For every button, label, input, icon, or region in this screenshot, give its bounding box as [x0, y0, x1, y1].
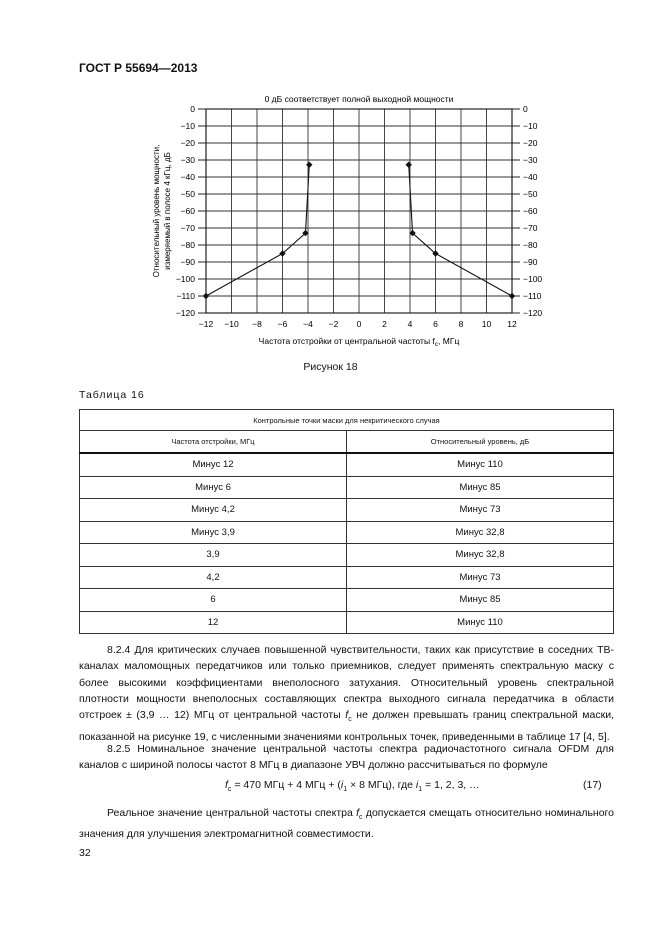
spectrum-mask-chart [0, 0, 661, 360]
y-tick-label-right: −50 [523, 189, 538, 199]
y-tick-label-right: −40 [523, 172, 538, 182]
x-tick-label: 2 [382, 319, 387, 329]
table-cell: Минус 73 [347, 566, 614, 589]
table-row [80, 611, 614, 634]
series-line-right [409, 165, 512, 296]
left-y-tick-labels [176, 104, 206, 318]
table-cell: 3,9 [80, 544, 347, 567]
data-point [509, 293, 515, 299]
y-tick-label-left: −60 [180, 206, 195, 216]
x-tick-label: 10 [481, 319, 492, 329]
y-tick-label-right: −110 [523, 291, 542, 301]
data-point [203, 293, 209, 299]
figure-caption: Рисунок 18 [303, 361, 358, 373]
table-cell: 12 [80, 611, 347, 634]
y-tick-label-left: −40 [180, 172, 195, 182]
x-tick-label: 8 [458, 319, 464, 329]
formula-number: (17) [583, 779, 602, 791]
table-cell: Минус 6 [80, 476, 347, 499]
table-cell: Минус 12 [80, 453, 347, 476]
y-tick-label-right: −80 [523, 240, 538, 250]
table-cell: Минус 3,9 [80, 521, 347, 544]
x-tick-label: 0 [356, 319, 362, 329]
formula-expression: $f_c = 470$ МГц + 4 МГц + ($i_1 \times 8$ МГц), где $i_1 = 1$, 2, 3, … [225, 779, 480, 794]
y-tick-label-left: −120 [175, 308, 195, 318]
table-row [80, 521, 614, 544]
x-tick-label: −2 [328, 319, 339, 329]
table-cell: Минус 85 [347, 589, 614, 612]
table-cell: 6 [80, 589, 347, 612]
right-y-tick-labels [512, 104, 542, 318]
table-cell: Минус 73 [347, 499, 614, 522]
table-row [80, 544, 614, 567]
y-tick-label-right: −70 [523, 223, 538, 233]
x-tick-labels [199, 319, 517, 329]
series-line-left [206, 165, 309, 296]
y-axis-label [152, 145, 172, 278]
table-cell: Минус 32,8 [347, 521, 614, 544]
table-row [80, 589, 614, 612]
x-tick-label: −6 [277, 319, 288, 329]
y-tick-label-right: −90 [523, 257, 538, 267]
paragraph-8-2-4: 8.2.4 Для критических случаев повышенной чувствительности, таких как присутствие в соседних ТВ-каналах маломощных передатчиков или только приемников, следует применять спектральную маску с более высокими коэффициентами внеполосного затухания. Относительный уровень спектральной плотности мощности внеполосных составляющих спектра выходного сигнала передатчика в области отстроек ± (3,9 … 12) МГц от центральной частоты $f_c$ не должен превышать границ спектральной маски, показанной на рисунке 19, с численными значениями контрольных точек, приведенными в таблице 17 [4, 5]. [79, 644, 614, 743]
table-cell: Минус 32,8 [347, 544, 614, 567]
y-tick-label-left: −70 [180, 223, 195, 233]
table-caption: Контрольные точки маски для некритического случая [80, 410, 614, 431]
y-tick-label-right: −120 [523, 308, 543, 318]
x-tick-label: 12 [507, 319, 517, 329]
control-points-table [79, 409, 614, 634]
y-tick-label-right: 0 [523, 104, 528, 114]
data-point [306, 162, 312, 168]
y-tick-label-left: −110 [176, 291, 195, 301]
x-tick-label: −8 [252, 319, 262, 329]
chart-title: 0 дБ соответствует полной выходной мощности [264, 94, 454, 104]
x-tick-label: −4 [303, 319, 313, 329]
table-cell: Минус 110 [347, 453, 614, 476]
y-axis-label-line2: измеряемый в полосе 4 кГц, дБ [163, 152, 172, 270]
table-row [80, 476, 614, 499]
y-tick-label-right: −20 [523, 138, 538, 148]
table-label: Таблица 16 [79, 389, 145, 401]
y-tick-label-left: −10 [180, 121, 195, 131]
y-tick-label-left: −80 [180, 240, 195, 250]
x-tick-label: −12 [198, 319, 214, 329]
y-tick-label-right: −30 [523, 155, 538, 165]
column-header: Частота отстройки, МГц [80, 431, 347, 454]
x-tick-label: 4 [407, 319, 413, 329]
x-axis-label: Частота отстройки от центральной частоты $f_c$, МГц [258, 336, 460, 348]
y-axis-label-line1: Относительный уровень мощности, [152, 144, 161, 278]
column-header: Относительный уровень, дБ [347, 431, 614, 454]
paragraph-real-value: Реальное значение центральной частоты спектра $f_c$ допускается смещать относительно номинального значения для улучшения электромагнитной совместимости. [79, 807, 614, 841]
paragraph-8-2-5: 8.2.5 Номинальное значение центральной частоты спектра радиочастотного сигнала OFDM для каналов с шириной полосы частот 8 МГц в диапазоне УВЧ должно рассчитываться по формуле [79, 743, 614, 772]
x-tick-label: 6 [433, 319, 438, 329]
table-cell: 4,2 [80, 566, 347, 589]
y-tick-label-left: −30 [180, 155, 195, 165]
page-number: 32 [79, 847, 91, 859]
y-tick-label-left: −90 [180, 257, 195, 267]
y-tick-label-left: 0 [190, 104, 195, 114]
y-tick-label-right: −10 [523, 121, 538, 131]
y-tick-label-left: −20 [180, 138, 195, 148]
x-tick-label: −10 [224, 319, 239, 329]
y-tick-label-right: −60 [523, 206, 538, 216]
chart-grid [206, 109, 512, 313]
document-header: ГОСТ Р 55694—2013 [79, 61, 198, 75]
table-cell: Минус 85 [347, 476, 614, 499]
y-tick-label-left: −100 [175, 274, 195, 284]
table-cell: Минус 4,2 [80, 499, 347, 522]
table-row [80, 499, 614, 522]
table-row [80, 453, 614, 476]
y-tick-label-left: −50 [180, 189, 195, 199]
data-point [406, 162, 412, 168]
table-row [80, 566, 614, 589]
y-tick-label-right: −100 [523, 274, 543, 284]
table-cell: Минус 110 [347, 611, 614, 634]
